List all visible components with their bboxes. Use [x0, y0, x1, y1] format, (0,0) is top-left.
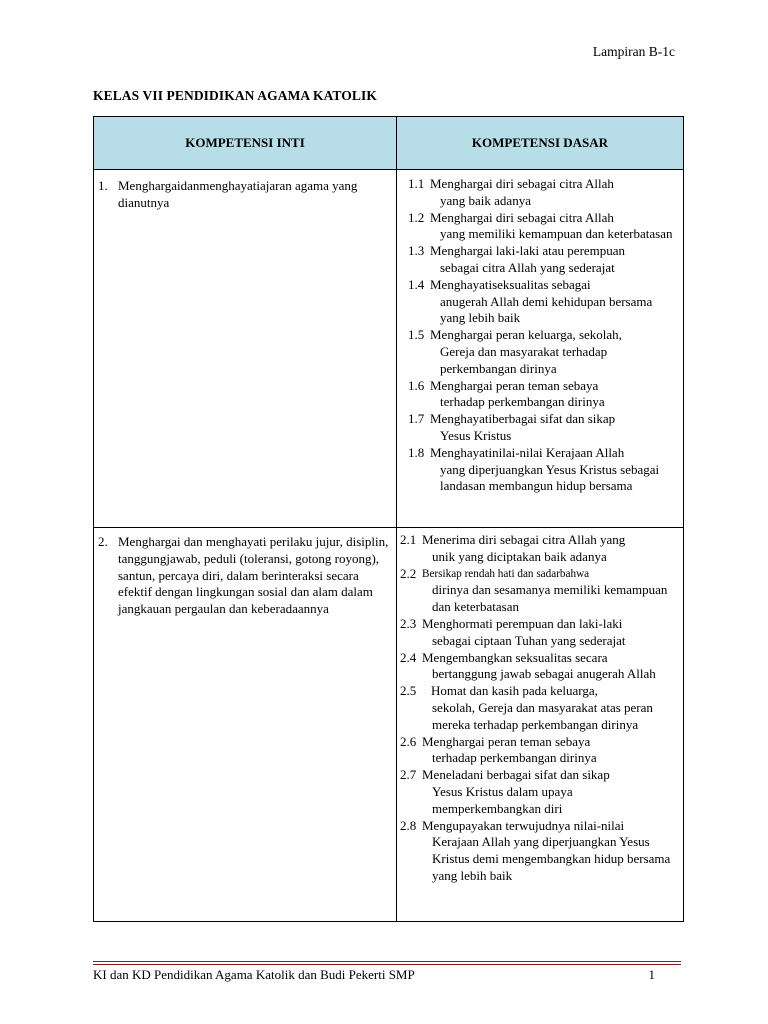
page-number: 1 [648, 967, 655, 982]
ki-number: 2. [98, 534, 108, 549]
kd-text: Menghayatiberbagai sifat dan sikap [430, 411, 616, 427]
kd-text-continued: Gereja dan masyarakat terhadap perkembangan dirinya [440, 343, 608, 376]
kd-text: Menghargai laki-laki atau perempuan [430, 243, 626, 259]
ki-number: 1. [98, 178, 108, 193]
kd-number: 2.8 [400, 817, 417, 833]
kd-number: 2.3 [400, 615, 417, 631]
kd-text: Meneladani berbagai sifat dan sikap [422, 767, 610, 783]
kd-text-continued: Yesus Kristus [440, 427, 512, 443]
kd-item [408, 277, 678, 327]
kd-number: 2.2 [400, 565, 417, 581]
kd-text: Menerima diri sebagai citra Allah yang [422, 532, 626, 547]
kd-text: Menghormati perempuan dan laki-laki [422, 615, 623, 631]
kd-text-continued: yang memiliki kemampuan dan keterbatasan [440, 226, 673, 242]
column-header-kd: KOMPETENSI DASAR [397, 117, 684, 170]
kd-text-continued: bertanggung jawab sebagai anugerah Allah [432, 666, 656, 682]
ki-cell [94, 528, 397, 922]
kd-number: 2.6 [400, 733, 417, 749]
kd-text-continued: yang diperjuangkan Yesus Kristus sebagai landasan membangun hidup bersama [440, 461, 660, 494]
kd-number: 1.8 [408, 444, 425, 460]
kd-text: Menghargai peran teman sebaya [422, 733, 591, 749]
kd-text: Menghayatinilai-nilai Kerajaan Allah [430, 444, 625, 460]
kd-item [400, 734, 678, 768]
kd-text: Menghargai peran teman sebaya [430, 377, 599, 393]
kd-item [400, 616, 678, 650]
kd-text: Menghargai peran keluarga, sekolah, [430, 327, 622, 343]
kd-text-continued: terhadap perkembangan dirinya [432, 750, 597, 766]
kd-number: 2.1 [400, 532, 417, 547]
kd-item [408, 243, 678, 277]
ki-text: Menghargai dan menghayati perilaku jujur, disiplin, tanggungjawab, peduli (toleransi, gotong royong), santun, percaya diri, dalam berinteraksi secara efektif dengan lingkungan sosial dan alam dalam jangkauan pergaulan dan keberadaannya [118, 534, 389, 617]
kd-item [400, 532, 678, 566]
kd-text: Homat dan kasih pada keluarga, [431, 683, 598, 699]
kd-item [400, 767, 678, 817]
kd-item [408, 327, 678, 377]
footer-divider [93, 961, 681, 962]
kd-text-continued: Kerajaan Allah yang diperjuangkan Yesus Kristus demi mengembangkan hidup bersama yang lebih baik [432, 834, 671, 883]
kd-number: 1.5 [408, 327, 425, 343]
kd-text: Menghargai diri sebagai citra Allah [430, 209, 614, 225]
kd-number: 1.1 [408, 176, 425, 191]
kd-item [408, 411, 678, 445]
kd-number: 1.7 [408, 411, 425, 427]
footer-text: KI dan KD Pendidikan Agama Katolik dan Budi Pekerti SMP [93, 967, 415, 982]
kd-number: 1.3 [408, 243, 425, 259]
kd-text-continued: anugerah Allah demi kehidupan bersama yang lebih baik [440, 293, 653, 326]
ki-text: Menghargaidanmenghayatiajaran agama yang dianutnya [118, 178, 358, 210]
kd-text: Menghargai diri sebagai citra Allah [430, 176, 614, 191]
kd-text: Menghayatiseksualitas sebagai [430, 276, 591, 292]
kd-item [400, 566, 678, 616]
column-header-ki: KOMPETENSI INTI [94, 117, 397, 170]
competency-table [93, 116, 684, 922]
kd-text: Bersikap rendah hati dan sadarbahwa [422, 567, 590, 580]
kd-text: Mengembangkan seksualitas secara [422, 649, 608, 665]
kd-number: 2.4 [400, 649, 417, 665]
footer-divider-thin [93, 964, 681, 965]
kd-number: 2.5 [400, 683, 417, 699]
kd-item [400, 818, 678, 885]
kd-text-continued: yang baik adanya [440, 192, 531, 208]
kd-item [408, 210, 678, 244]
kd-text-continued: sebagai ciptaan Tuhan yang sederajat [432, 632, 626, 648]
kd-item [400, 683, 678, 733]
kd-number: 1.6 [408, 377, 425, 393]
kd-text-continued: Yesus Kristus dalam upaya memperkembangkan diri [432, 783, 573, 816]
ki-cell [94, 170, 397, 528]
table-row [94, 528, 684, 922]
kd-text: Mengupayakan terwujudnya nilai-nilai [422, 817, 625, 833]
kd-text-continued: terhadap perkembangan dirinya [440, 394, 605, 410]
kd-cell [397, 170, 684, 528]
page-title: KELAS VII PENDIDIKAN AGAMA KATOLIK [93, 88, 377, 103]
kd-text-continued: sekolah, Gereja dan masyarakat atas peran mereka terhadap perkembangan dirinya [432, 699, 653, 732]
kd-number: 2.7 [400, 767, 417, 783]
kd-text-continued: sebagai citra Allah yang sederajat [440, 259, 615, 275]
table-row [94, 170, 684, 528]
kd-text-continued: unik yang diciptakan baik adanya [432, 548, 607, 564]
kd-number: 1.2 [408, 209, 425, 225]
kd-text-continued: dirinya dan sesamanya memiliki kemampuan dan keterbatasan [432, 582, 668, 615]
kd-item [408, 176, 678, 210]
table-header-row [94, 117, 684, 170]
kd-item [400, 650, 678, 684]
kd-cell [397, 528, 684, 922]
kd-item [408, 445, 678, 495]
lampiran-label: Lampiran B-1c [592, 44, 675, 59]
kd-item [408, 378, 678, 412]
kd-number: 1.4 [408, 276, 425, 292]
